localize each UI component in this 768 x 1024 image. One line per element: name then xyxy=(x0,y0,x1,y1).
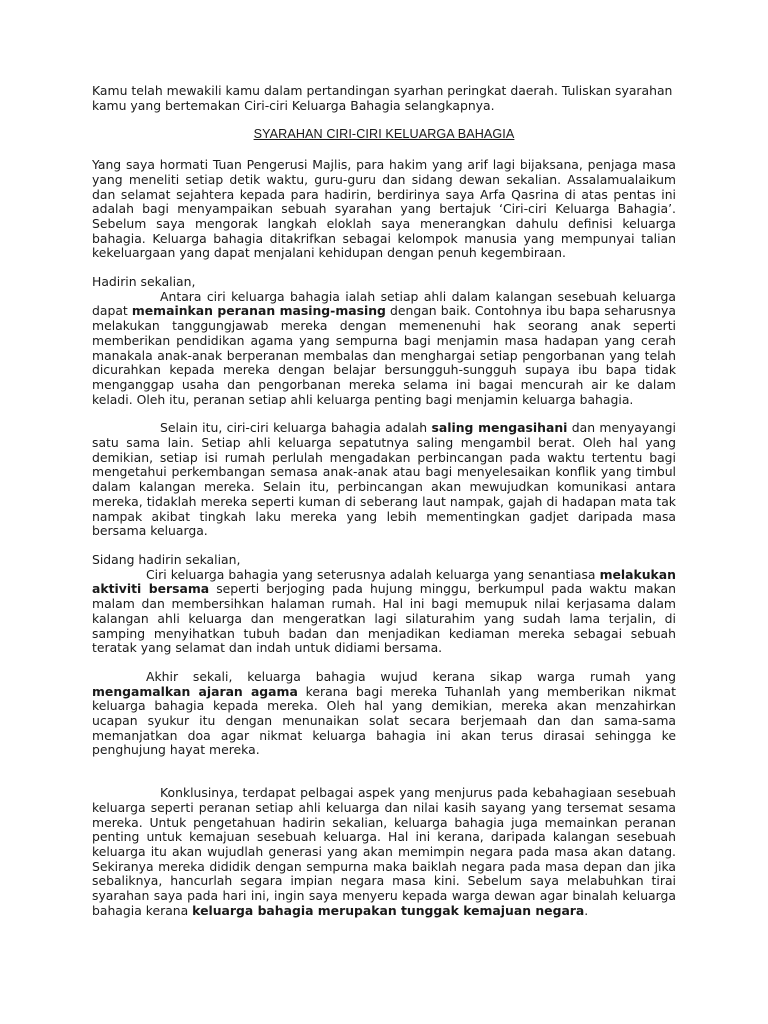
paragraph-role xyxy=(92,275,676,407)
key-point: melakukan aktiviti bersama xyxy=(92,566,676,597)
key-point: memainkan peranan masing-masing xyxy=(131,303,386,319)
key-point: saling mengasihani xyxy=(431,420,568,436)
salutation: Hadirin sekalian, xyxy=(92,274,196,290)
paragraph-text: Antara ciri keluarga bahagia ialah setiap ahli dalam kalangan sesebuah keluarga dapat xyxy=(92,288,676,319)
paragraph-text: Akhir sekali, keluarga bahagia wujud kerana sikap warga rumah yang xyxy=(146,668,676,684)
paragraph-opening: Yang saya hormati Tuan Pengerusi Majlis, para hakim yang arif lagi bijaksana, penjaga masa yang meneliti setiap detik waktu, guru-guru dan sidang dewan sekalian. Assalamualaikum dan selamat sejahtera kepada para hadirin, berdirinya saya Arfa Qasrina di atas pentas ini adalah bagi menyampaikan sebuah syarahan yang bertajuk ‘Ciri-ciri Keluarga Bahagia’. Sebelum saya mengorak langkah eloklah saya menerangkan dahulu definisi keluarga bahagia. Keluarga bahagia ditakrifkan sebagai kelompok manusia yang mempunyai talian kekeluargaan yang dapat menjalani kehidupan dengan penuh kegembiraan. xyxy=(92,157,676,261)
paragraph-text: Ciri keluarga bahagia yang seterusnya adalah keluarga yang senantiasa xyxy=(146,566,600,582)
paragraph-conclusion xyxy=(92,786,676,918)
question-prompt: Kamu telah mewakili kamu dalam pertandingan syarhan peringkat daerah. Tuliskan syarahan kamu yang bertemakan Ciri-ciri Keluarga Bahagia selangkapnya. xyxy=(92,83,673,113)
paragraph-text: kerana bagi mereka Tuhanlah yang memberikan nikmat keluarga bahagia kepada mereka. Oleh hal yang demikian, mereka akan menzahirkan ucapan syukur itu dengan menunaikan solat secara berjemaah dan dan sama-sama memanjatkan doa agar nikmat keluarga bahagia ini akan terus dirasai sehingga ke penghujung hayat mereka. xyxy=(92,683,676,758)
document-page xyxy=(92,84,676,932)
paragraph-activities xyxy=(92,553,676,656)
paragraph-text: dengan baik. Contohnya ibu bapa seharusnya melakukan tanggungjawab mereka dengan memenenuhi hak seorang anak seperti memberikan pendidikan agama yang sempurna bagi menjamin masa hadapan yang cerah manakala anak-anak berperanan membalas dan menghargai setiap pengorbanan yang telah dicurahkan kepada mereka dengan belajar bersungguh-sungguh supaya ibu bapa tidak menganggap usaha dan pengorbanan mereka selama ini bagai mencurah air ke dalam keladi. Oleh itu, peranan setiap ahli keluarga penting bagi menjamin keluarga bahagia. xyxy=(92,303,676,407)
salutation: Sidang hadirin sekalian, xyxy=(92,551,241,567)
essay-title: SYARAHAN CIRI-CIRI KELUARGA BAHAGIA xyxy=(253,127,515,142)
paragraph-love xyxy=(92,421,676,539)
paragraph-text: seperti berjoging pada hujung minggu, berkumpul pada waktu makan malam dan membersihkan halaman rumah. Hal ini bagi memupuk nilai kerjasama dalam kalangan ahli keluarga dan mengeratkan lagi silaturahim yang sudah lama terjalin, di samping menyihatkan tubuh badan dan menjadikan kediaman mereka sebagai sebuah teratak yang selamat dan indah untuk didiami bersama. xyxy=(92,581,676,656)
paragraph-religion xyxy=(92,670,676,758)
paragraph-text: . xyxy=(584,902,589,918)
paragraph-text: Selain itu, ciri-ciri keluarga bahagia adalah xyxy=(160,420,432,436)
key-point: keluarga bahagia merupakan tunggak kemajuan negara xyxy=(192,902,585,918)
paragraph-text: Konklusinya, terdapat pelbagai aspek yang menjurus pada kebahagiaan sesebuah keluarga seperti peranan setiap ahli keluarga dan nilai kasih sayang yang tersemat sesama mereka. Untuk pengetahuan hadirin sekalian, keluarga bahagia juga memainkan peranan penting untuk kemajuan sesebuah keluarga. Hal ini kerana, daripada kalangan sesebuah keluarga itu akan wujudlah generasi yang akan memimpin negara pada masa akan datang. Sekiranya mereka dididik dengan sempurna maka baiklah negara pada masa depan dan jika sebaliknya, hancurlah segara impian negara masa kini. Sebelum saya melabuhkan tirai syarahan saya pada hari ini, ingin saya menyeru kepada warga dewan agar binalah keluarga bahagia kerana xyxy=(92,785,676,918)
key-point: mengamalkan ajaran agama xyxy=(92,683,298,699)
paragraph-text: dan menyayangi satu sama lain. Setiap ahli keluarga sepatutnya saling mengambil berat. Oleh hal yang demikian, setiap isi rumah perlulah mengadakan perbincangan pada waktu tertentu bagi mengetahui perkembangan semasa anak-anak atau bagi menyelesaikan konflik yang timbul dalam kalangan mereka. Selain itu, perbincangan akan mewujudkan komunikasi antara mereka, tidaklah mereka seperti kuman di seberang laut nampak, gajah di hadapan mata tak nampak akibat tingkah laku mereka yang lebih mementingkan gadjet daripada masa bersama keluarga. xyxy=(92,420,676,539)
